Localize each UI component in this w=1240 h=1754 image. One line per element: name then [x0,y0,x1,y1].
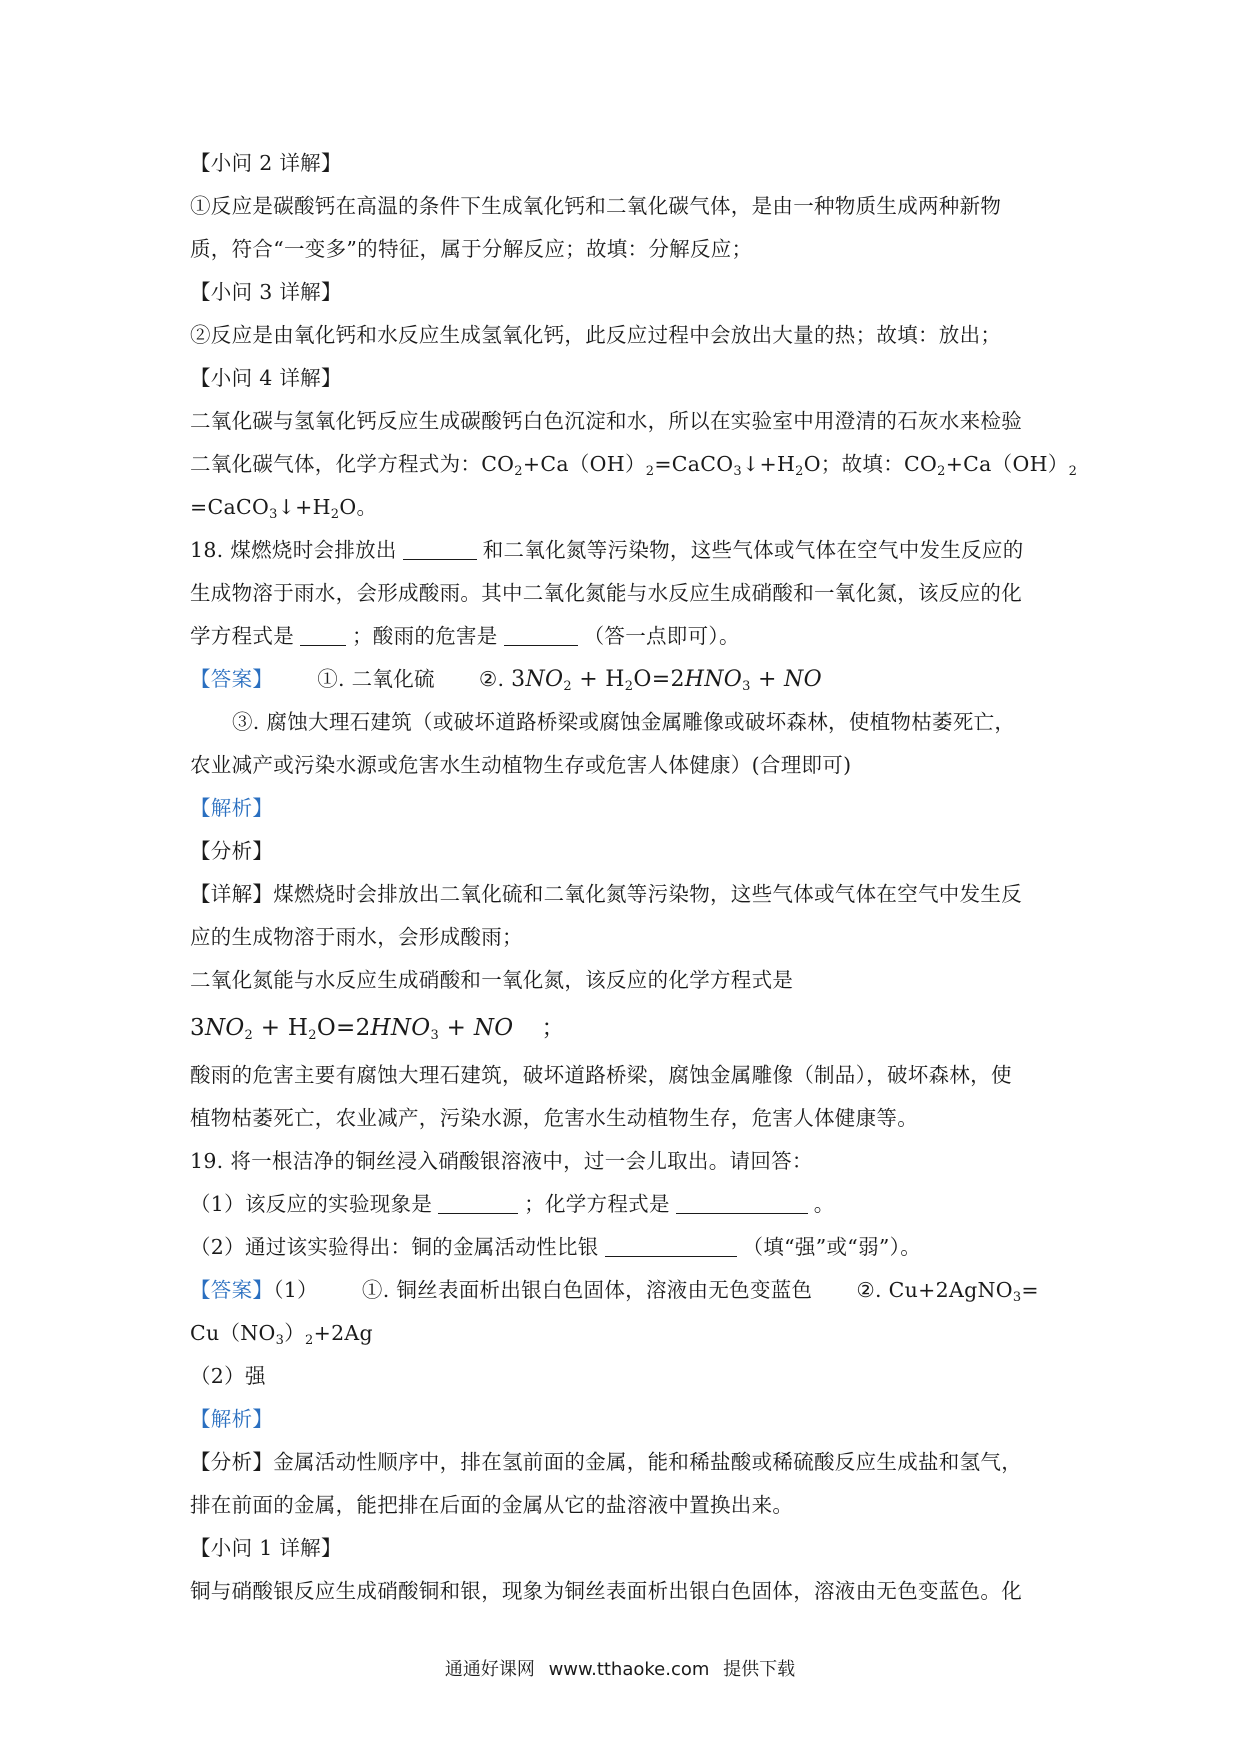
answer-label: 【答案】 [190,667,274,691]
answer-line: $Cu(NO_3)_2+2Ag$ [190,1321,373,1348]
section-heading: 【小问 4 详解】 [190,366,342,390]
text-line: 质，符合“一变多”的特征，属于分解反应；故填：分解反应； [190,237,753,261]
chemical-equation: $3NO_2 + H_2O=2HNO_3$ + NO ； [190,1015,565,1043]
answer-blank [504,621,578,646]
section-heading: 【小问 2 详解】 [190,151,342,175]
analysis-label: 【解析】 [190,796,274,820]
question-19-line: 19. 将一根洁净的铜丝浸入硝酸银溶液中，过一会儿取出。请回答： [190,1149,813,1173]
answer-line: 【答案】 ①. 二氧化硫 ②. $3NO_2 + H_2O=2HNO_3$ + NO [190,667,822,694]
text-line: 植物枯萎死亡，农业减产，污染水源，危害水生动植物生存，危害人体健康等。 [190,1106,918,1130]
text-line: ③. 腐蚀大理石建筑（或破坏道路桥梁或腐蚀金属雕像或破坏森林，使植物枯萎死亡， [232,710,1016,734]
question-18-line: 学方程式是 ；酸雨的危害是 （答一点即可）。 [190,615,1060,658]
equation-line: 二氧化碳气体，化学方程式为：$CO_2+Ca(OH)_2=CaCO_3↓+H_2O$；故填：$CO_2+Ca(OH)_2$ [190,452,1078,479]
text-line: 农业减产或污染水源或危害水生动植物生存或危害人体健康）(合理即可) [190,753,852,777]
answer-blank [438,1189,518,1214]
answer-blank [300,621,346,646]
text-line: 二氧化氮能与水反应生成硝酸和一氧化氮，该反应的化学方程式是 [190,968,794,992]
answer-label: 【答案】 [190,1278,274,1302]
text-line: 铜与硝酸银反应生成硝酸铜和银，现象为铜丝表面析出银白色固体，溶液由无色变蓝色。化 [190,1579,1022,1603]
equation-line: $=CaCO_3↓+H_2O$。 [190,495,378,522]
text-line: 二氧化碳与氢氧化钙反应生成碳酸钙白色沉淀和水，所以在实验室中用澄清的石灰水来检验 [190,409,1022,433]
page-footer [0,1655,1240,1681]
text-line: 应的生成物溶于雨水，会形成酸雨； [190,925,523,949]
chemical-equation: $3NO_2 + H_2O=2HNO_3$ + NO [511,667,822,694]
question-19-line: （1）该反应的实验现象是 ；化学方程式是 。 [190,1183,1060,1226]
footer-note: 提供下载 [723,1659,796,1680]
footer-url[interactable]: www.tthaoke.com [548,1659,710,1680]
text-line: 排在前面的金属，能把排在后面的金属从它的盐溶液中置换出来。 [190,1493,794,1517]
analysis-label: 【解析】 [190,1407,274,1431]
text-line: ②反应是由氧化钙和水反应生成氢氧化钙，此反应过程中会放出大量的热；故填：放出； [190,323,1002,347]
section-heading: 【小问 1 详解】 [190,1536,342,1560]
answer-blank [403,535,477,560]
footer-site: 通通好课网 [444,1659,535,1680]
section-heading: 【分析】 [190,839,274,863]
answer-line: 【答案】（1） ①. 铜丝表面析出银白色固体，溶液由无色变蓝色 ②. Cu+2AgNO$_3$= [190,1278,1039,1305]
answer-blank [676,1189,808,1214]
text-line: 【详解】煤燃烧时会排放出二氧化硫和二氧化氮等污染物，这些气体或气体在空气中发生反 [190,882,1022,906]
text-line: 【分析】金属活动性顺序中，排在氢前面的金属，能和稀盐酸或稀硫酸反应生成盐和氢气， [190,1450,1022,1474]
question-18-line: 18. 煤燃烧时会排放出 和二氧化氮等污染物，这些气体或气体在空气中发生反应的 [190,529,1060,572]
text-line: 酸雨的危害主要有腐蚀大理石建筑，破坏道路桥梁，腐蚀金属雕像（制品），破坏森林，使 [190,1063,1012,1087]
question-19-line: （2）通过该实验得出：铜的金属活动性比银 （填“强”或“弱”）。 [190,1226,1060,1269]
answer-line: （2）强 [190,1364,266,1388]
text-line: ①反应是碳酸钙在高温的条件下生成氧化钙和二氧化碳气体，是由一种物质生成两种新物 [190,194,1002,218]
text-line: 生成物溶于雨水，会形成酸雨。其中二氧化氮能与水反应生成硝酸和一氧化氮，该反应的化 [190,581,1022,605]
document-body [190,142,1078,1613]
section-heading: 【小问 3 详解】 [190,280,342,304]
answer-blank [605,1232,737,1257]
